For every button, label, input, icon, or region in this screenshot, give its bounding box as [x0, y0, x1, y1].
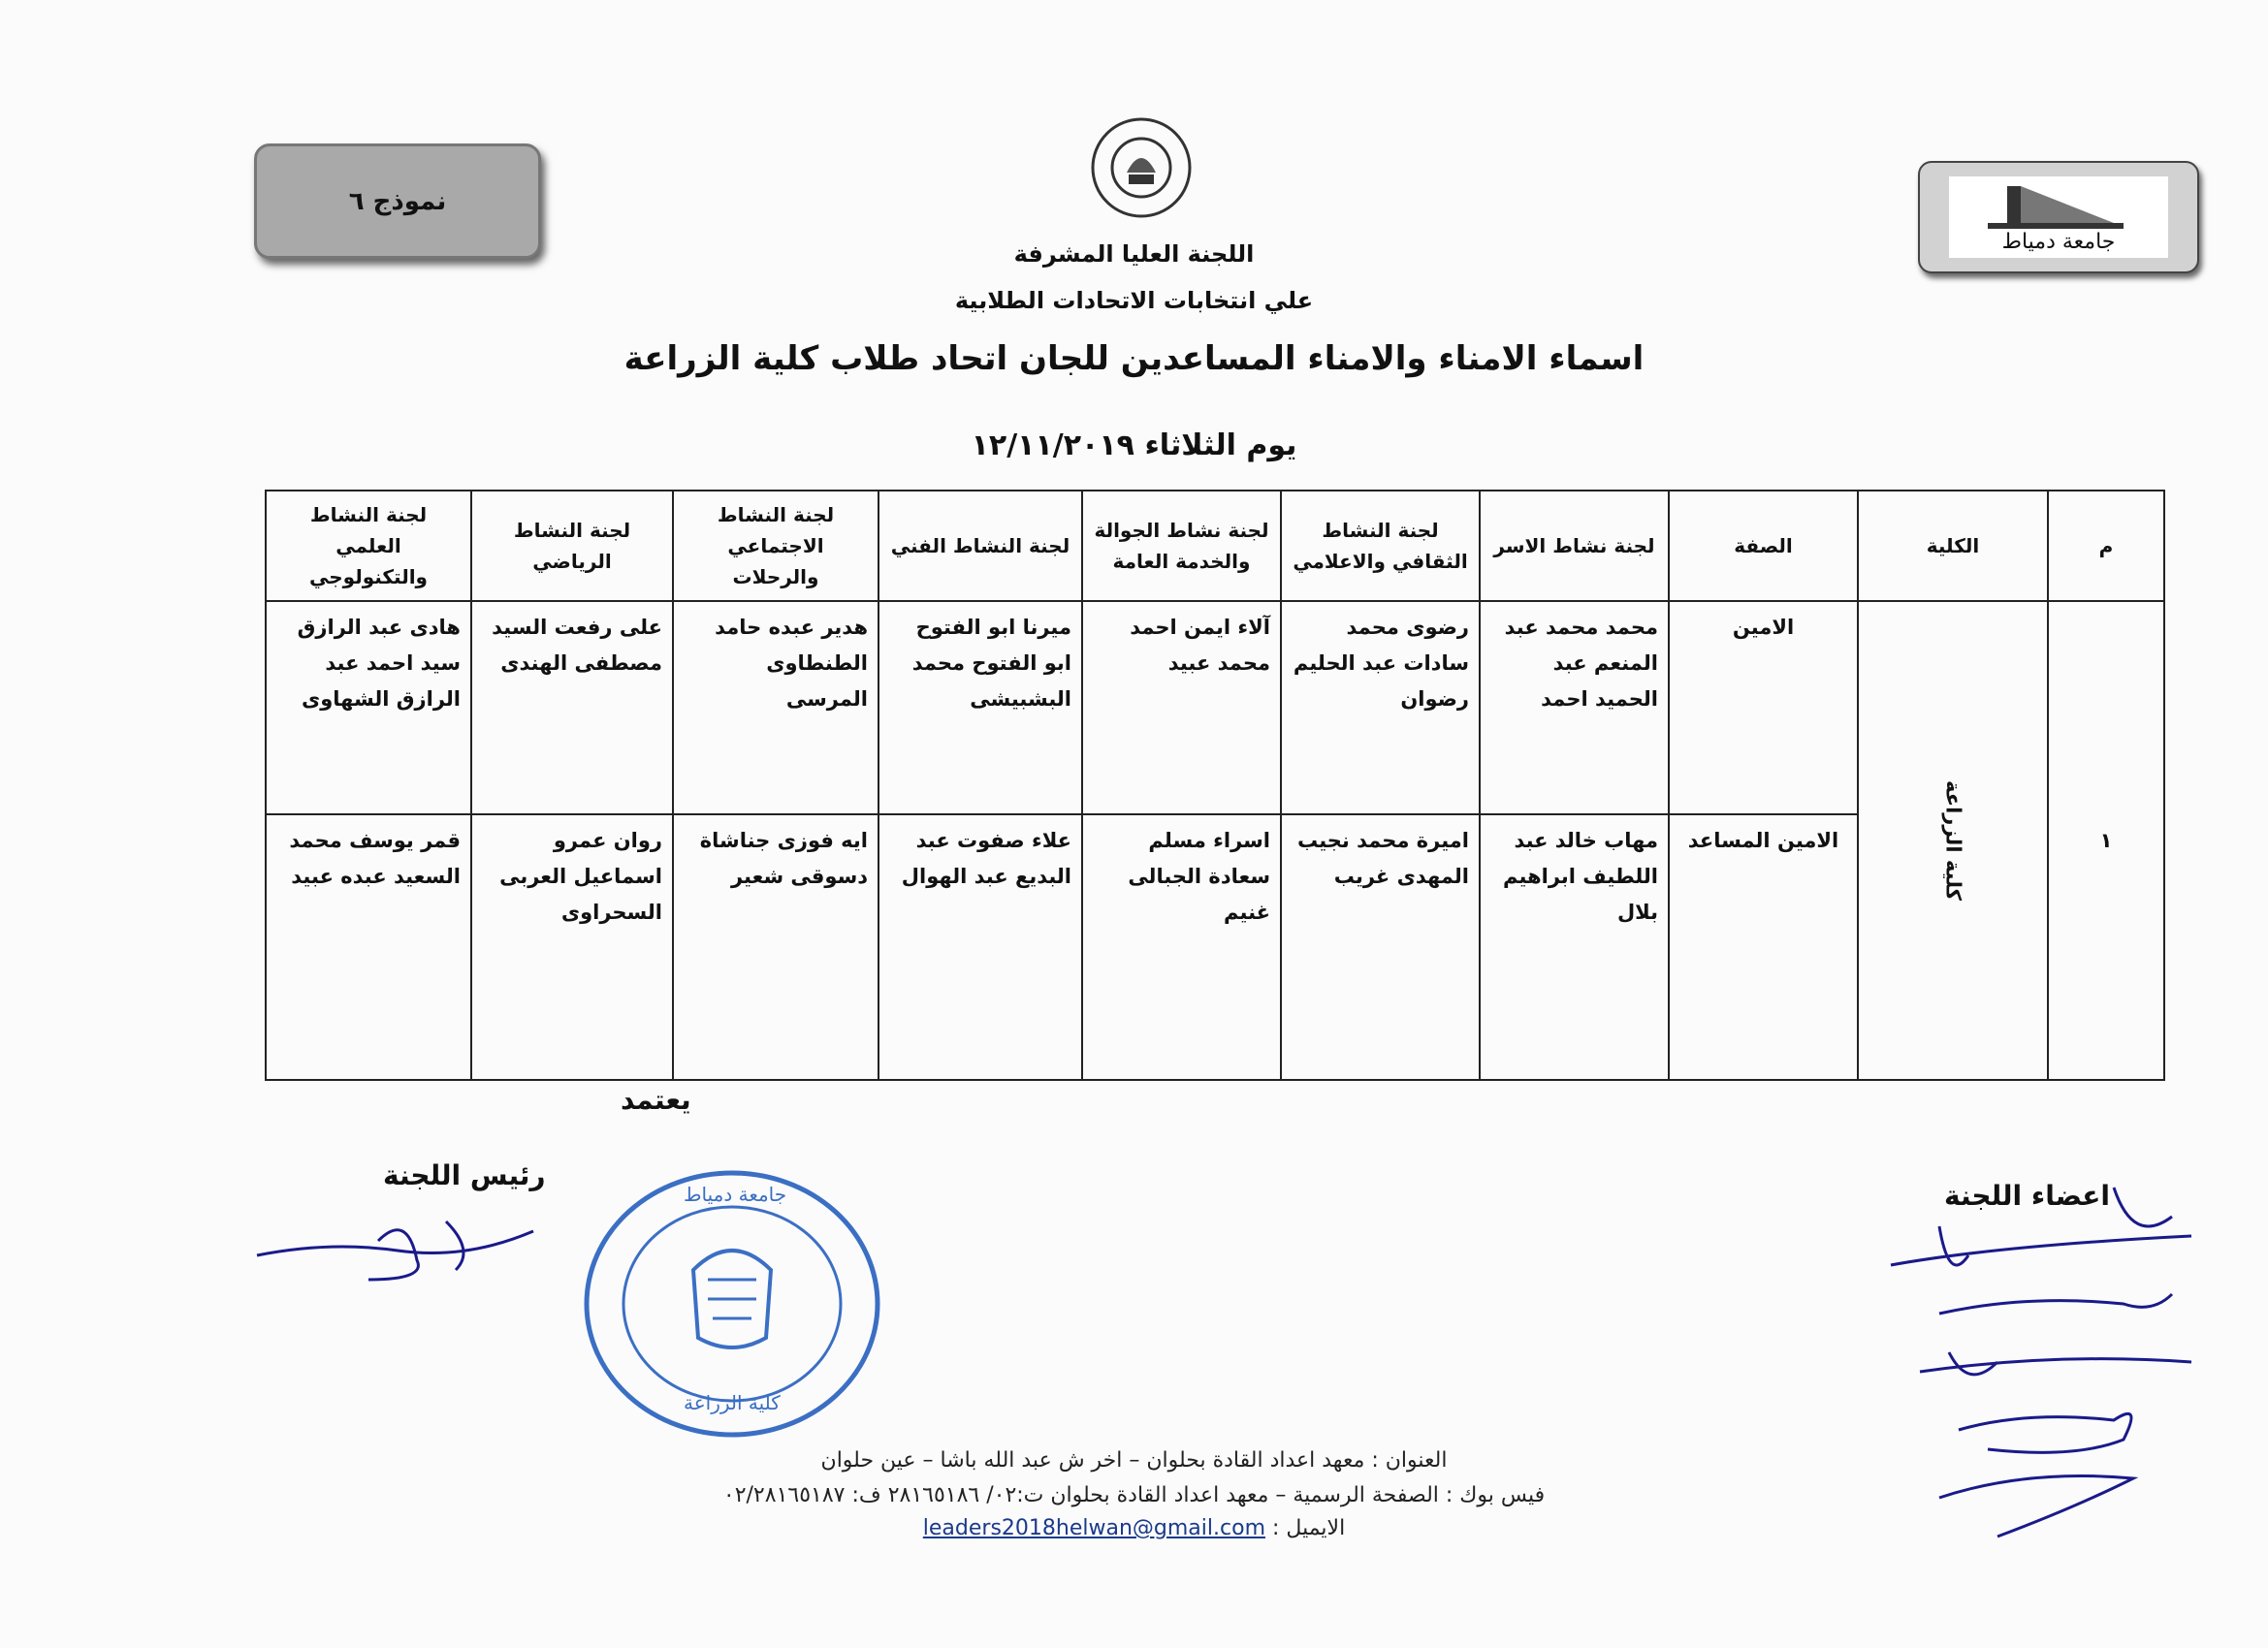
faculty-cell: كلية الزراعة [1858, 601, 2048, 1080]
name-cell: على رفعت السيد مصطفى الهندى [471, 601, 673, 814]
role-cell: الامين [1669, 601, 1858, 814]
name-cell: اسراء مسلم سعادة الجبالى غنيم [1082, 814, 1281, 1080]
footer-address: العنوان : معهد اعداد القادة بحلوان – اخر ش عبد الله باشا – عين حلوان [820, 1448, 1448, 1473]
header-cell: لجنة النشاط الثقافي والاعلامي [1281, 491, 1480, 601]
name-cell: ميرنا ابو الفتوح ابو الفتوح محمد البشبيشى [878, 601, 1082, 814]
page-title: اسماء الامناء والامناء المساعدين للجان اتحاد طلاب كلية الزراعة [623, 339, 1645, 378]
name-cell: ايه فوزى جناشاة دسوقى شعير [673, 814, 878, 1080]
footer-email-label: الايميل : [1272, 1516, 1346, 1540]
date-line: يوم الثلاثاء ١٢/١١/٢٠١٩ [971, 428, 1297, 462]
elections-line: علي انتخابات الاتحادات الطلابية [954, 287, 1314, 314]
role-cell: الامين المساعد [1669, 814, 1858, 1080]
stamp-bottom-text: كلية الزراعة [684, 1391, 781, 1414]
university-emblem-icon [1949, 176, 2168, 235]
members-label: اعضاء اللجنة [1944, 1180, 2111, 1212]
header-cell: الكلية [1858, 491, 2048, 601]
name-cell: اميرة محمد نجيب المهدى غريب [1281, 814, 1480, 1080]
committees-table [265, 490, 2165, 1081]
chair-label: رئيس اللجنة [383, 1159, 546, 1191]
name-cell: قمر يوسف محمد السعيد عبده عبيد [266, 814, 471, 1080]
form-number-label: نموذج ٦ [348, 186, 447, 216]
name-cell: هادى عبد الرازق سيد احمد عبد الرازق الشهاوى [266, 601, 471, 814]
name-cell: روان عمرو اسماعيل العربى السحراوى [471, 814, 673, 1080]
name-cell: علاء صفوت عبد البديع عبد الهوال [878, 814, 1082, 1080]
name-cell: رضوى محمد سادات عبد الحليم رضوان [1281, 601, 1480, 814]
name-cell: محمد محمد عبد المنعم عبد الحميد احمد [1480, 601, 1669, 814]
name-cell: مهاب خالد عبد اللطيف ابراهيم بلال [1480, 814, 1669, 1080]
ministry-seal-icon [1088, 114, 1195, 221]
name-cell: هدير عبده حامد الطنطاوى المرسى [673, 601, 878, 814]
footer-email-row [0, 1516, 2268, 1540]
table-row [266, 601, 2164, 814]
header-cell: لجنة نشاط الاسر [1480, 491, 1669, 601]
stamp-top-text: جامعة دمياط [684, 1183, 787, 1206]
chair-signature-icon [252, 1202, 543, 1289]
header-cell: لجنة النشاط الفني [878, 491, 1082, 601]
committee-line: اللجنة العليا المشرفة [1013, 240, 1255, 268]
university-logo-text: جامعة دمياط [2001, 230, 2116, 254]
header-cell: لجنة النشاط الرياضي [471, 491, 673, 601]
row-index: ١ [2048, 601, 2164, 1080]
approve-label: يعتمد [621, 1084, 691, 1116]
header-cell: لجنة النشاط الاجتماعي والرحلات [673, 491, 878, 601]
header-cell: م [2048, 491, 2164, 601]
header-cell: الصفة [1669, 491, 1858, 601]
name-cell: آلاء ايمن احمد محمد عبيد [1082, 601, 1281, 814]
table-header-row [266, 491, 2164, 601]
footer-facebook: فيس بوك : الصفحة الرسمية – معهد اعداد القادة بحلوان ت:٠٢/ ٢٨١٦٥١٨٦ ف: ٠٢/٢٨١٦٥١٨٧ [722, 1483, 1546, 1507]
header-cell: لجنة النشاط العلمي والتكنولوجي [266, 491, 471, 601]
header-cell: لجنة نشاط الجوالة والخدمة العامة [1082, 491, 1281, 601]
footer-email-link[interactable]: leaders2018helwan@gmail.com [922, 1516, 1265, 1540]
